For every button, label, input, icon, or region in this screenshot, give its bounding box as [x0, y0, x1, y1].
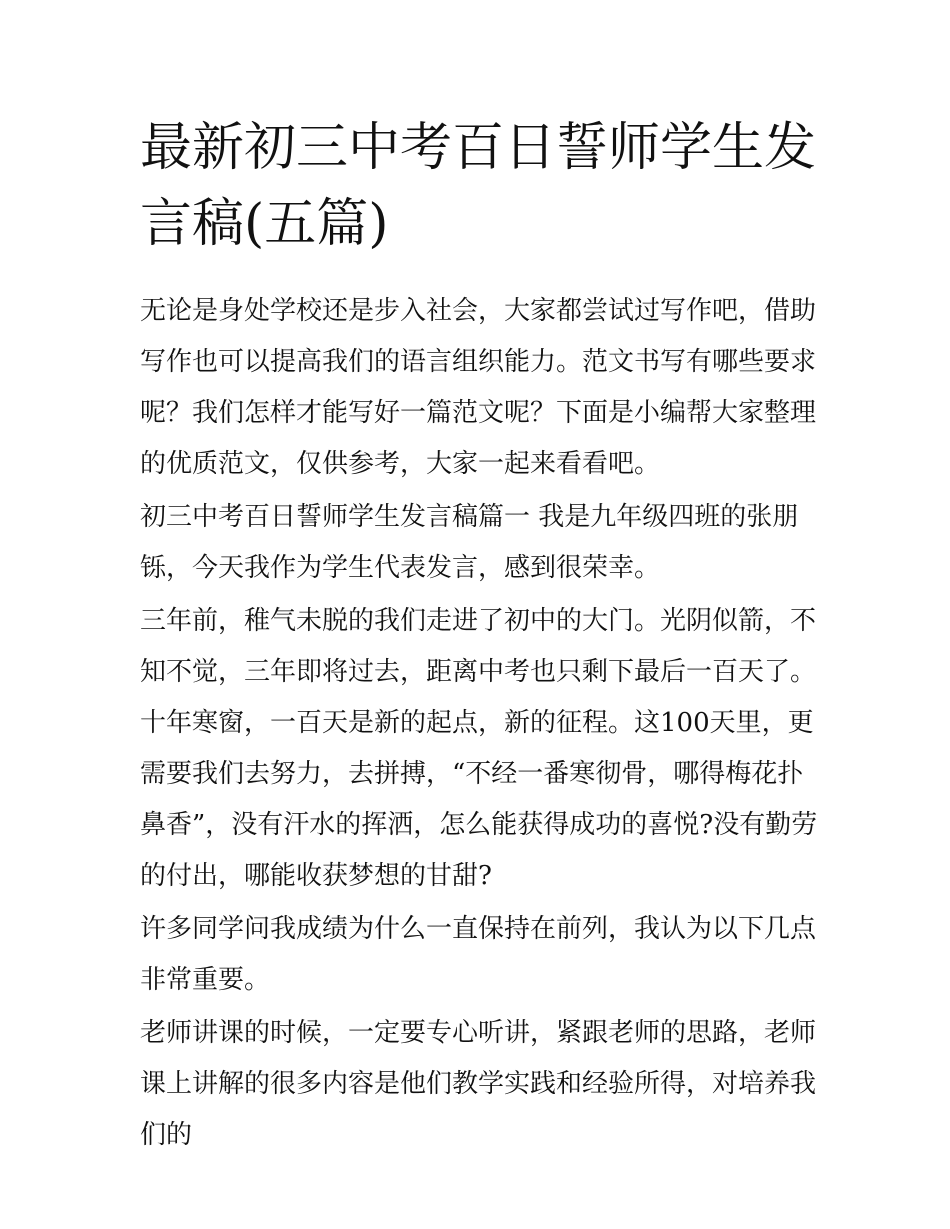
paragraph-speaker-intro: 初三中考百日誓师学生发言稿篇一 我是九年级四班的张朋铄，今天我作为学生代表发言，感到很荣幸。 [140, 502, 799, 583]
document-title: 最新初三中考百日誓师学生发言稿(五篇) [140, 118, 817, 254]
document-page [140, 110, 820, 1163]
paragraph-hundred-days: 三年前，稚气未脱的我们走进了初中的大门。光阴似箭，不知不觉，三年即将过去，距离中考也只剩下最后一百天了。十年寒窗，一百天是新的起点，新的征程。这100天里，更需要我们去努力，去拼搏，“不经一番寒彻骨，哪得梅花扑鼻香”，没有汗水的挥洒，怎么能获得成功的喜悦?没有勤劳的付出，哪能收获梦想的甘甜? [140, 606, 818, 891]
paragraph-question: 许多同学问我成绩为什么一直保持在前列，我认为以下几点非常重要。 [140, 914, 817, 995]
paragraph-listen-teacher: 老师讲课的时候，一定要专心听讲，紧跟老师的思路，老师课上讲解的很多内容是他们教学实践和经验所得，对培养我们的 [140, 1018, 817, 1150]
paragraph-intro: 无论是身处学校还是步入社会，大家都尝试过写作吧，借助写作也可以提高我们的语言组织能力。范文书写有哪些要求呢？我们怎样才能写好一篇范文呢？下面是小编帮大家整理的优质范文，仅供参考，大家一起来看看吧。 [140, 296, 817, 479]
